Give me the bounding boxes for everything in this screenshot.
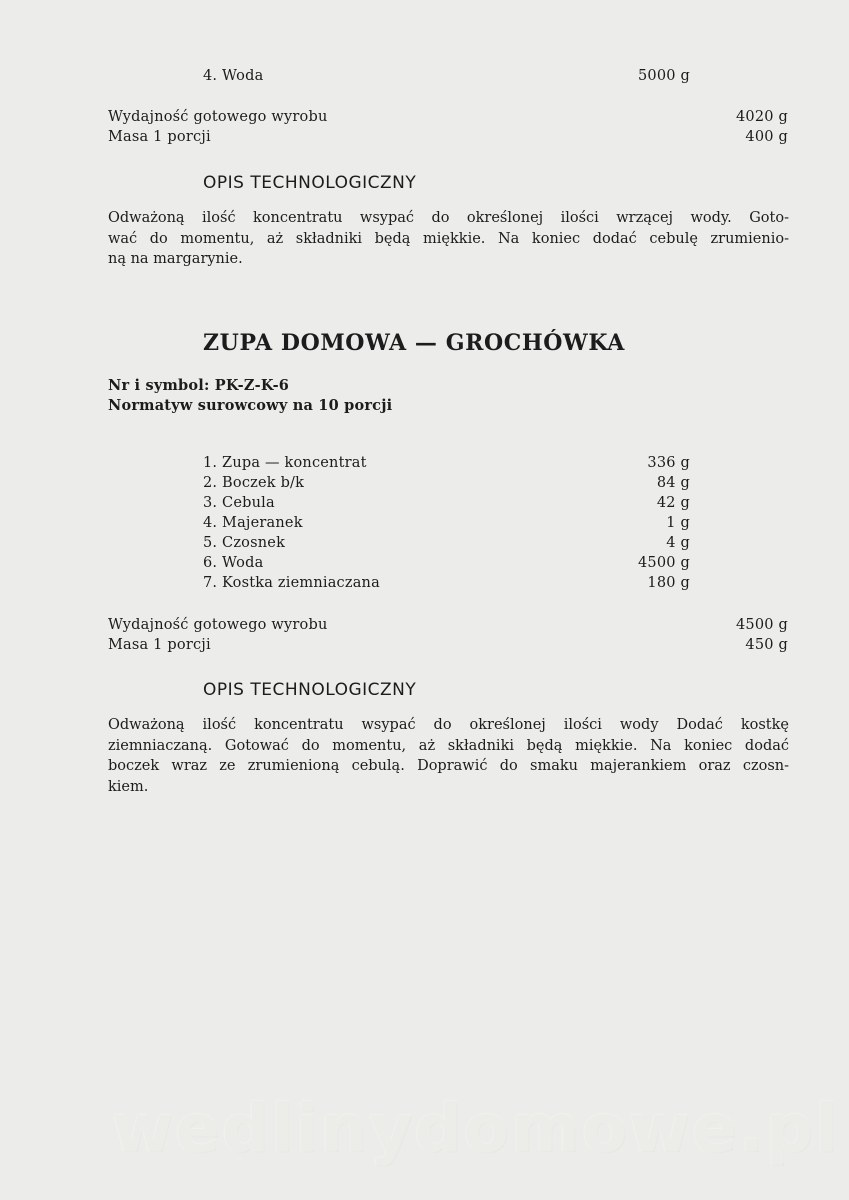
ingredient-label: 6. Woda: [203, 555, 264, 571]
portion-value: 450 g: [745, 637, 788, 653]
yield-label: Wydajność gotowego wyrobu: [108, 109, 328, 125]
description-line: ziemniaczaną. Gotować do momentu, aż składniki będą miękkie. Na koniec dodać: [108, 737, 789, 754]
description-line: Odważoną ilość koncentratu wsypać do określonej ilości wrzącej wody. Goto-: [108, 210, 789, 226]
ingredient-amount: 5000 g: [638, 68, 690, 84]
description-line: ną na margarynie.: [108, 251, 243, 267]
ingredient-amount: 4 g: [666, 535, 690, 551]
ingredient-label: 7. Kostka ziemniaczana: [203, 575, 380, 591]
portion-label: Masa 1 porcji: [108, 637, 211, 653]
section-heading: OPIS TECHNOLOGICZNY: [203, 173, 417, 193]
yield-label: Wydajność gotowego wyrobu: [108, 617, 328, 633]
yield-value: 4020 g: [736, 109, 788, 125]
section-heading: OPIS TECHNOLOGICZNY: [203, 680, 417, 700]
description-paragraph: [108, 715, 789, 797]
ingredient-amount: 42 g: [656, 495, 690, 511]
watermark: wedlinydomowe.pl: [112, 1090, 840, 1167]
ingredient-label: 5. Czosnek: [203, 535, 286, 551]
ingredient-amount: 1 g: [666, 515, 690, 531]
ingredient-label: 2. Boczek b/k: [203, 475, 305, 491]
portion-value: 400 g: [745, 129, 788, 145]
description-line: boczek wraz ze zrumienioną cebulą. Doprawić do smaku majerankiem oraz czosn-: [108, 758, 789, 774]
portion-label: Masa 1 porcji: [108, 129, 211, 145]
ingredient-label: 4. Majeranek: [203, 515, 303, 531]
recipe-norm: Normatyw surowcowy na 10 porcji: [108, 397, 393, 414]
description-line: wać do momentu, aż składniki będą miękkie. Na koniec dodać cebulę zrumienio-: [108, 230, 789, 247]
description-line: kiem.: [108, 778, 149, 795]
ingredient-amount: 84 g: [656, 475, 690, 491]
recipe-title: ZUPA DOMOWA — GROCHÓWKA: [203, 330, 625, 356]
ingredient-label: 1. Zupa — koncentrat: [203, 455, 367, 471]
ingredient-label: 4. Woda: [203, 68, 264, 84]
recipe-symbol: Nr i symbol: PK-Z-K-6: [108, 377, 290, 394]
ingredient-amount: 180 g: [647, 575, 690, 591]
description-line: Odważoną ilość koncentratu wsypać do określonej ilości wody Dodać kostkę: [108, 717, 789, 733]
description-paragraph: [108, 208, 789, 270]
yield-value: 4500 g: [736, 617, 788, 633]
ingredient-amount: 4500 g: [638, 555, 690, 571]
ingredient-label: 3. Cebula: [203, 495, 275, 511]
ingredient-amount: 336 g: [647, 455, 690, 471]
